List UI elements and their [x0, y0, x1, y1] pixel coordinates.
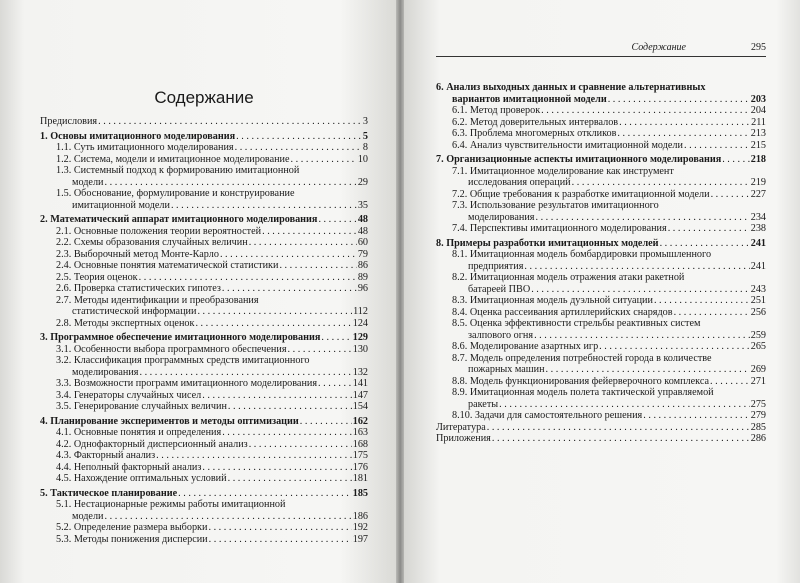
toc-entry-7-3[interactable]: 7.3. Использование результатов имитационного моделирования . . . 234	[436, 200, 766, 223]
running-head	[436, 42, 766, 57]
toc-entry-3-5[interactable]: 3.5. Генерирование случайных величин . . . 154	[40, 401, 368, 413]
toc-chapter-3[interactable]: 3. Программное обеспечение имитационного моделирования . . . 129	[40, 332, 368, 344]
toc-entry-2-6[interactable]: 2.6. Проверка статистических гипотез . . . 96	[40, 283, 368, 295]
left-toc	[40, 116, 368, 545]
toc-entry-7-4[interactable]: 7.4. Перспективы имитационного моделирования . . . 238	[436, 223, 766, 235]
toc-entry-2-3[interactable]: 2.3. Выборочный метод Монте-Карло . . . 79	[40, 249, 368, 261]
toc-entry-appendices[interactable]: Приложения . . . 286	[436, 433, 766, 445]
book-gutter	[396, 0, 404, 583]
toc-entry-3-2[interactable]: 3.2. Классификация программных средств имитационного моделирования . . . 132	[40, 355, 368, 378]
toc-entry-8-2[interactable]: 8.2. Имитационная модель отражения атаки ракетной батареей ПВО . . . 243	[436, 272, 766, 295]
toc-entry-2-7[interactable]: 2.7. Методы идентификации и преобразования статистической информации . . . 112	[40, 295, 368, 318]
toc-entry-6-1[interactable]: 6.1. Метод проверок . . . 204	[436, 105, 766, 117]
toc-entry-2-4[interactable]: 2.4. Основные понятия математической статистики . . . 86	[40, 260, 368, 272]
page-number: 295	[751, 42, 766, 53]
toc-entry-8-1[interactable]: 8.1. Имитационная модель бомбардировки промышленного предприятия . . . 241	[436, 249, 766, 272]
toc-entry-1-5[interactable]: 1.5. Обоснование, формулирование и конструирование имитационной модели . . . 35	[40, 188, 368, 211]
toc-entry-8-6[interactable]: 8.6. Моделирование азартных игр . . . 265	[436, 341, 766, 353]
toc-entry-1-2[interactable]: 1.2. Система, модели и имитационное моделирование . . . 10	[40, 154, 368, 166]
page-title: Содержание	[154, 88, 254, 107]
toc-entry-1-1[interactable]: 1.1. Суть имитационного моделирования . . . 8	[40, 142, 368, 154]
toc-entry-8-9[interactable]: 8.9. Имитационная модель полета тактической управляемой ракеты . . . 275	[436, 387, 766, 410]
toc-entry-8-4[interactable]: 8.4. Оценка рассеивания артиллерийских снарядов . . . 256	[436, 307, 766, 319]
toc-entry-literature[interactable]: Литература . . . 285	[436, 422, 766, 434]
right-toc	[436, 79, 766, 445]
toc-entry-6-4[interactable]: 6.4. Анализ чувствительности имитационной модели . . . 215	[436, 140, 766, 152]
toc-entry-4-1[interactable]: 4.1. Основные понятия и определения . . . 163	[40, 427, 368, 439]
toc-entry-8-3[interactable]: 8.3. Имитационная модель дуэльной ситуации . . . 251	[436, 295, 766, 307]
toc-entry-preface[interactable]: Предисловия . . . 3	[40, 116, 368, 128]
toc-entry-7-2[interactable]: 7.2. Общие требования к разработке имитационной модели . . . 227	[436, 189, 766, 201]
toc-chapter-7[interactable]: 7. Организационные аспекты имитационного моделирования . . . 218	[436, 154, 766, 166]
toc-chapter-4[interactable]: 4. Планирование экспериментов и методы оптимизации . . . 162	[40, 416, 368, 428]
toc-entry-8-7[interactable]: 8.7. Модель определения потребностей города в количестве пожарных машин . . . 269	[436, 353, 766, 376]
toc-chapter-1[interactable]: 1. Основы имитационного моделирования . . . 5	[40, 131, 368, 143]
toc-chapter-5[interactable]: 5. Тактическое планирование . . . 185	[40, 488, 368, 500]
toc-entry-8-5[interactable]: 8.5. Оценка эффективности стрельбы реактивных систем залпового огня . . . 259	[436, 318, 766, 341]
running-head-title: Содержание	[631, 42, 686, 53]
toc-entry-4-2[interactable]: 4.2. Однофакторный дисперсионный анализ . . . 168	[40, 439, 368, 451]
toc-entry-1-3[interactable]: 1.3. Системный подход к формированию имитационной модели . . . 29	[40, 165, 368, 188]
toc-chapter-2[interactable]: 2. Математический аппарат имитационного моделирования . . . 48	[40, 214, 368, 226]
toc-entry-3-4[interactable]: 3.4. Генераторы случайных чисел . . . 147	[40, 390, 368, 402]
toc-entry-3-3[interactable]: 3.3. Возможности программ имитационного моделирования . . . 141	[40, 378, 368, 390]
toc-entry-8-10[interactable]: 8.10. Задачи для самостоятельного решения . . . 279	[436, 410, 766, 422]
toc-entry-3-1[interactable]: 3.1. Особенности выбора программного обеспечения . . . 130	[40, 344, 368, 356]
toc-entry-5-3[interactable]: 5.3. Методы понижения дисперсии . . . 197	[40, 534, 368, 546]
toc-entry-6-2[interactable]: 6.2. Метод доверительных интервалов . . . 211	[436, 117, 766, 129]
toc-entry-2-2[interactable]: 2.2. Схемы образования случайных величин . . . 60	[40, 237, 368, 249]
toc-entry-4-3[interactable]: 4.3. Факторный анализ . . . 175	[40, 450, 368, 462]
toc-entry-4-5[interactable]: 4.5. Нахождение оптимальных условий . . . 181	[40, 473, 368, 485]
toc-chapter-6[interactable]: 6. Анализ выходных данных и сравнение альтернативных вариантов имитационной модели . . . 203	[436, 82, 766, 105]
toc-entry-4-4[interactable]: 4.4. Неполный факторный анализ . . . 176	[40, 462, 368, 474]
toc-entry-2-8[interactable]: 2.8. Методы экспертных оценок . . . 124	[40, 318, 368, 330]
toc-entry-2-1[interactable]: 2.1. Основные положения теории вероятностей . . . 48	[40, 226, 368, 238]
toc-entry-8-8[interactable]: 8.8. Модель функционирования фейерверочного комплекса . . . 271	[436, 376, 766, 388]
toc-entry-5-1[interactable]: 5.1. Нестационарные режимы работы имитационной модели . . . 186	[40, 499, 368, 522]
toc-entry-7-1[interactable]: 7.1. Имитационное моделирование как инструмент исследования операций . . . 219	[436, 166, 766, 189]
toc-entry-6-3[interactable]: 6.3. Проблема многомерных откликов . . . 213	[436, 128, 766, 140]
toc-entry-5-2[interactable]: 5.2. Определение размера выборки . . . 192	[40, 522, 368, 534]
toc-entry-2-5[interactable]: 2.5. Теория оценок . . . 89	[40, 272, 368, 284]
toc-chapter-8[interactable]: 8. Примеры разработки имитационных моделей . . . 241	[436, 238, 766, 250]
